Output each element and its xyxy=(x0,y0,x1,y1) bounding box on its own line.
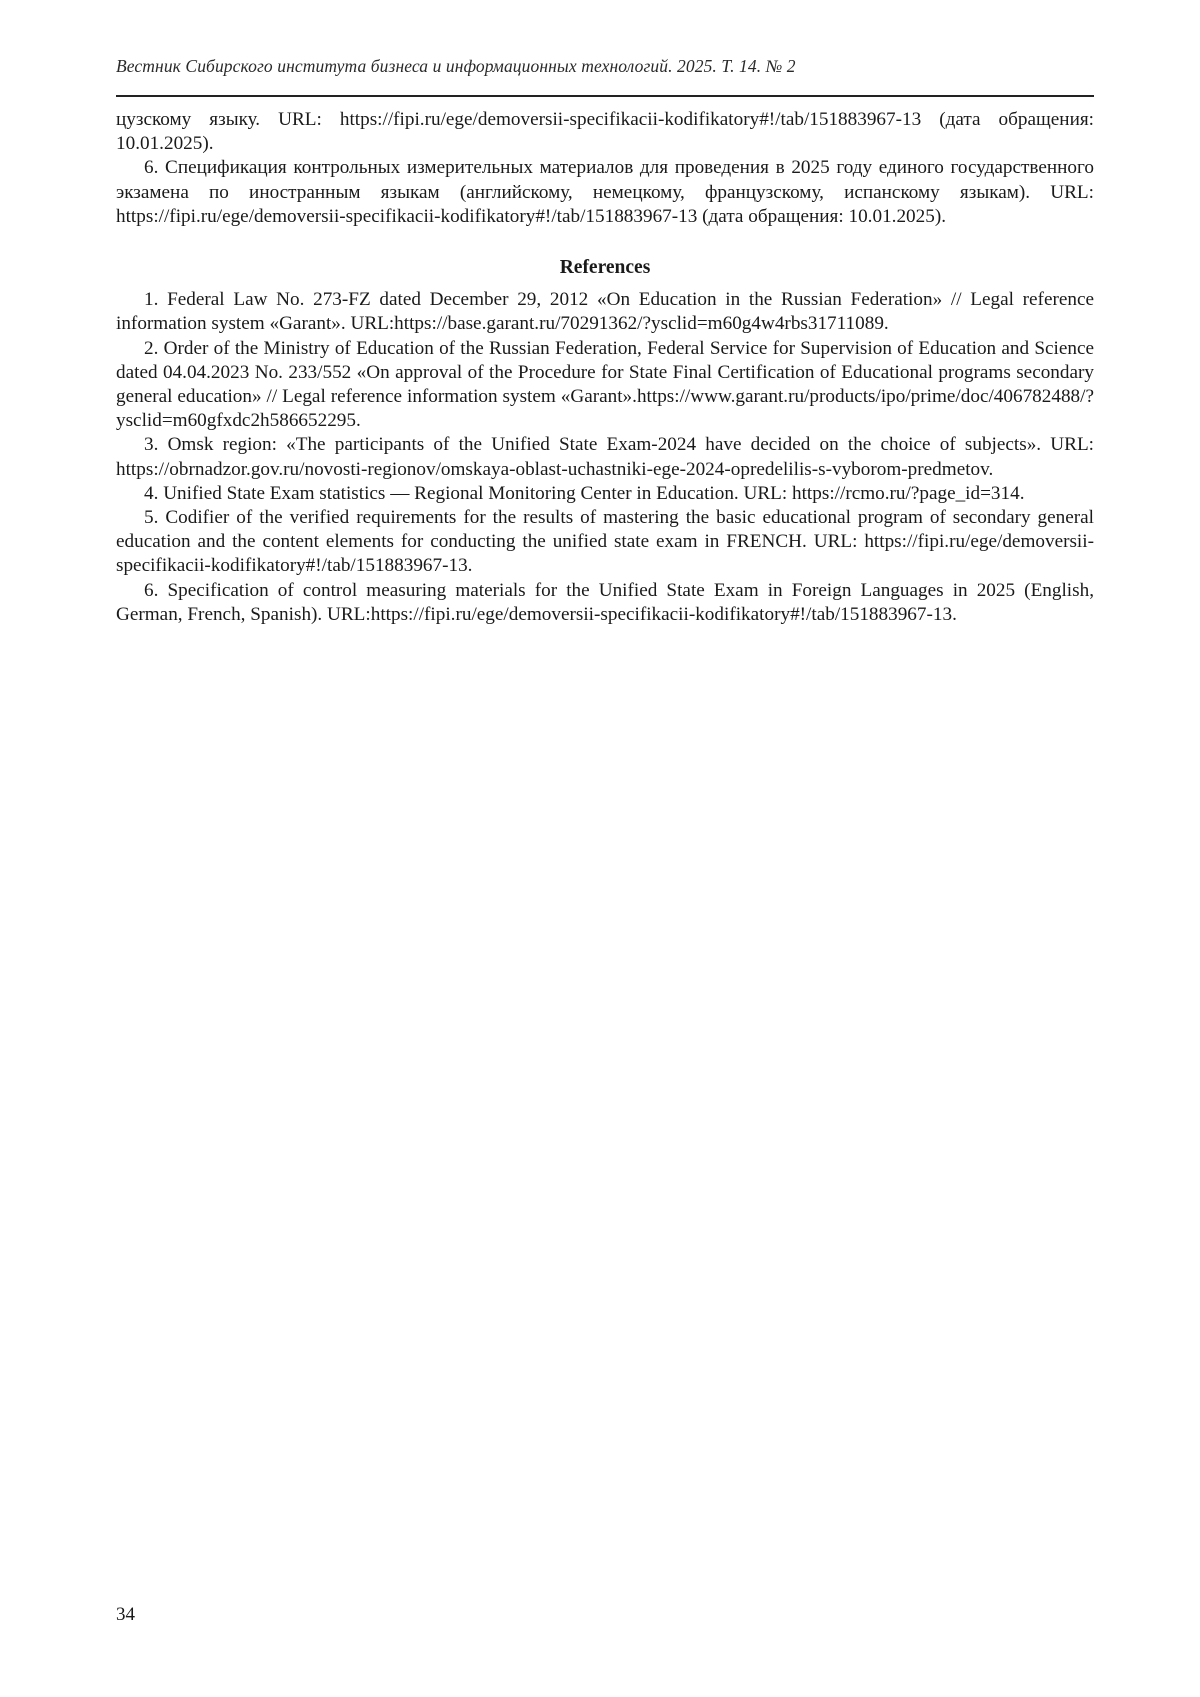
header-rule xyxy=(116,95,1094,97)
reference-item: 3. Omsk region: «The participants of the Unified State Exam-2024 have decided on the choice of subjects». URL: https://obrnadzor.gov.ru/novosti-regionov/omskaya-oblast-uchastniki-ege-2024-opredelilis-s-vyborom-predmetov. xyxy=(116,434,1094,480)
reference-item: 6. Specification of control measuring materials for the Unified State Exam in Foreign Languages in 2025 (English, German, French, Spanish). URL:https://fipi.ru/ege/demoversii-specifikacii-kodifikatory#!/tab/151883967-13. xyxy=(116,579,1094,625)
article-body xyxy=(116,108,1094,627)
reference-item: 5. Codifier of the verified requirements for the results of mastering the basic educational program of secondary general education and the content elements for conducting the unified state exam in FRENCH. URL: https://fipi.ru/ege/demoversii-specifikacii-kodifikatory#!/tab/151883967-13. xyxy=(116,507,1094,577)
reference-item: 2. Order of the Ministry of Education of the Russian Federation, Federal Service for Supervision of Education and Science dated 04.04.2023 No. 233/552 «On approval of the Procedure for State Final Certification of Educational programs secondary general education» // Legal reference information system «Garant».https://www.garant.ru/products/ipo/prime/doc/406782488/?ysclid=m60gfxdc2h586652295. xyxy=(116,337,1094,432)
journal-page xyxy=(116,0,1094,1697)
references-heading: References xyxy=(559,257,651,279)
page-number: 34 xyxy=(116,1604,135,1625)
russian-reference-item: 6. Спецификация контрольных измерительных материалов для проведения в 2025 году единого государственного экзамена по иностранным языкам (английскому, немецкому, французскому, испанскому языкам). URL: https://fipi.ru/ege/demoversii-specifikacii-kodifikatory#!/tab/151883967-13 (дата обращения: 10.01.2025). xyxy=(116,157,1094,227)
running-header: Вестник Сибирского института бизнеса и информационных технологий. 2025. Т. 14. № 2 xyxy=(116,56,796,76)
reference-continuation: цузскому языку. URL: https://fipi.ru/ege/demoversii-specifikacii-kodifikatory#!/tab/151883967-13 (дата обращения: 10.01.2025). xyxy=(116,109,1094,155)
reference-item: 1. Federal Law No. 273-FZ dated December 29, 2012 «On Education in the Russian Federation» // Legal reference information system «Garant». URL:https://base.garant.ru/70291362/?ysclid=m60g4w4rbs31711089. xyxy=(116,289,1094,335)
reference-item: 4. Unified State Exam statistics — Regional Monitoring Center in Education. URL: https://rcmo.ru/?page_id=314. xyxy=(144,482,1025,504)
